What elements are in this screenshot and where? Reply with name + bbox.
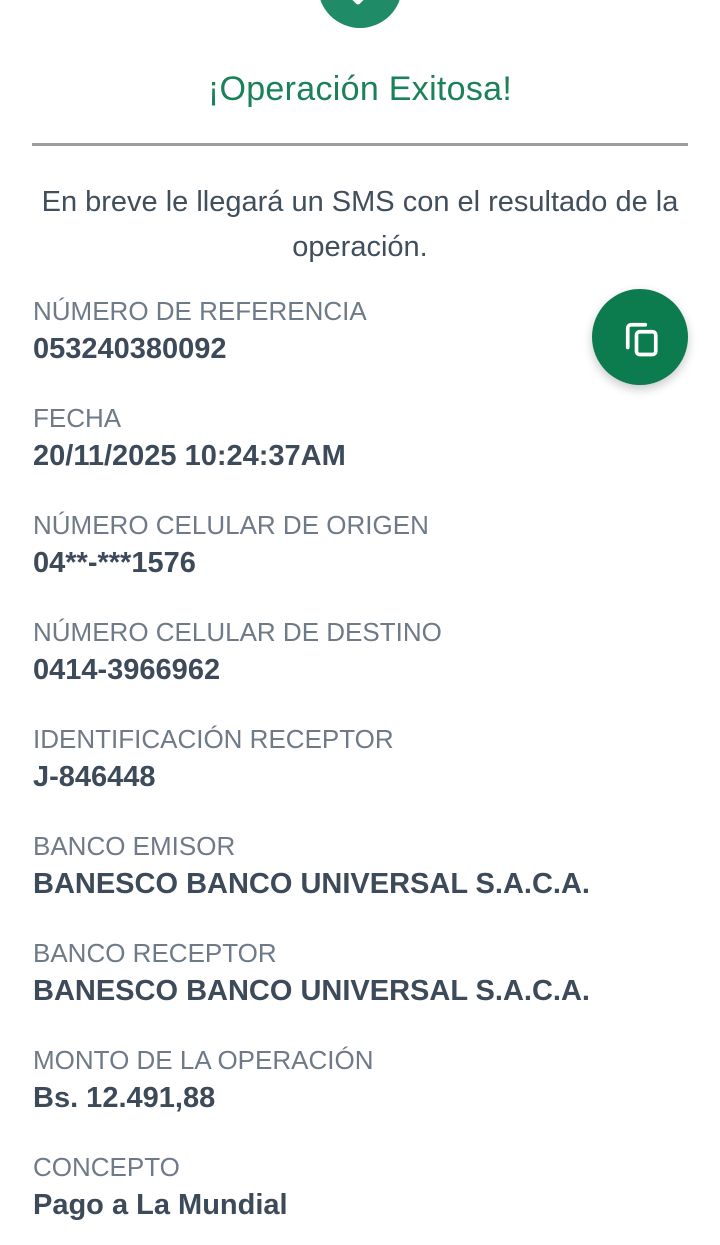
field-destination-phone: [33, 615, 720, 690]
field-label: FECHA: [33, 403, 122, 433]
field-label: MONTO DE LA OPERACIÓN: [33, 1045, 374, 1075]
copy-reference-button[interactable]: [592, 289, 688, 385]
field-label: BANCO RECEPTOR: [33, 938, 277, 968]
field-value: Bs. 12.491,88: [33, 1082, 216, 1114]
field-label: IDENTIFICACIÓN RECEPTOR: [33, 724, 394, 754]
field-concept: [33, 1150, 720, 1225]
field-value: BANESCO BANCO UNIVERSAL S.A.C.A.: [33, 868, 590, 900]
field-label: BANCO EMISOR: [33, 831, 236, 861]
field-value: J-846448: [33, 761, 156, 793]
receipt-fields: [33, 294, 720, 1225]
field-label: NÚMERO DE REFERENCIA: [33, 296, 367, 326]
sms-result-message: En breve le llegará un SMS con el resultado de la operación.: [41, 186, 679, 263]
divider: [32, 143, 688, 146]
field-label: NÚMERO CELULAR DE DESTINO: [33, 617, 442, 647]
field-origin-phone: [33, 508, 720, 583]
field-operation-amount: [33, 1043, 720, 1118]
field-value: 04**-***1576: [33, 547, 196, 579]
field-value: 0414-3966962: [33, 654, 221, 686]
field-value: Pago a La Mundial: [33, 1189, 288, 1221]
field-date: [33, 401, 720, 476]
field-value: BANESCO BANCO UNIVERSAL S.A.C.A.: [33, 975, 590, 1007]
field-label: NÚMERO CELULAR DE ORIGEN: [33, 510, 429, 540]
field-label: CONCEPTO: [33, 1152, 180, 1182]
page-title: ¡Operación Exitosa!: [207, 70, 513, 108]
field-issuing-bank: [33, 829, 720, 904]
field-receiver-id: [33, 722, 720, 797]
field-receiving-bank: [33, 936, 720, 1011]
copy-icon: [619, 316, 661, 358]
check-icon: [340, 0, 388, 16]
field-value: 20/11/2025 10:24:37AM: [33, 440, 346, 472]
field-value: 053240380092: [33, 333, 227, 365]
